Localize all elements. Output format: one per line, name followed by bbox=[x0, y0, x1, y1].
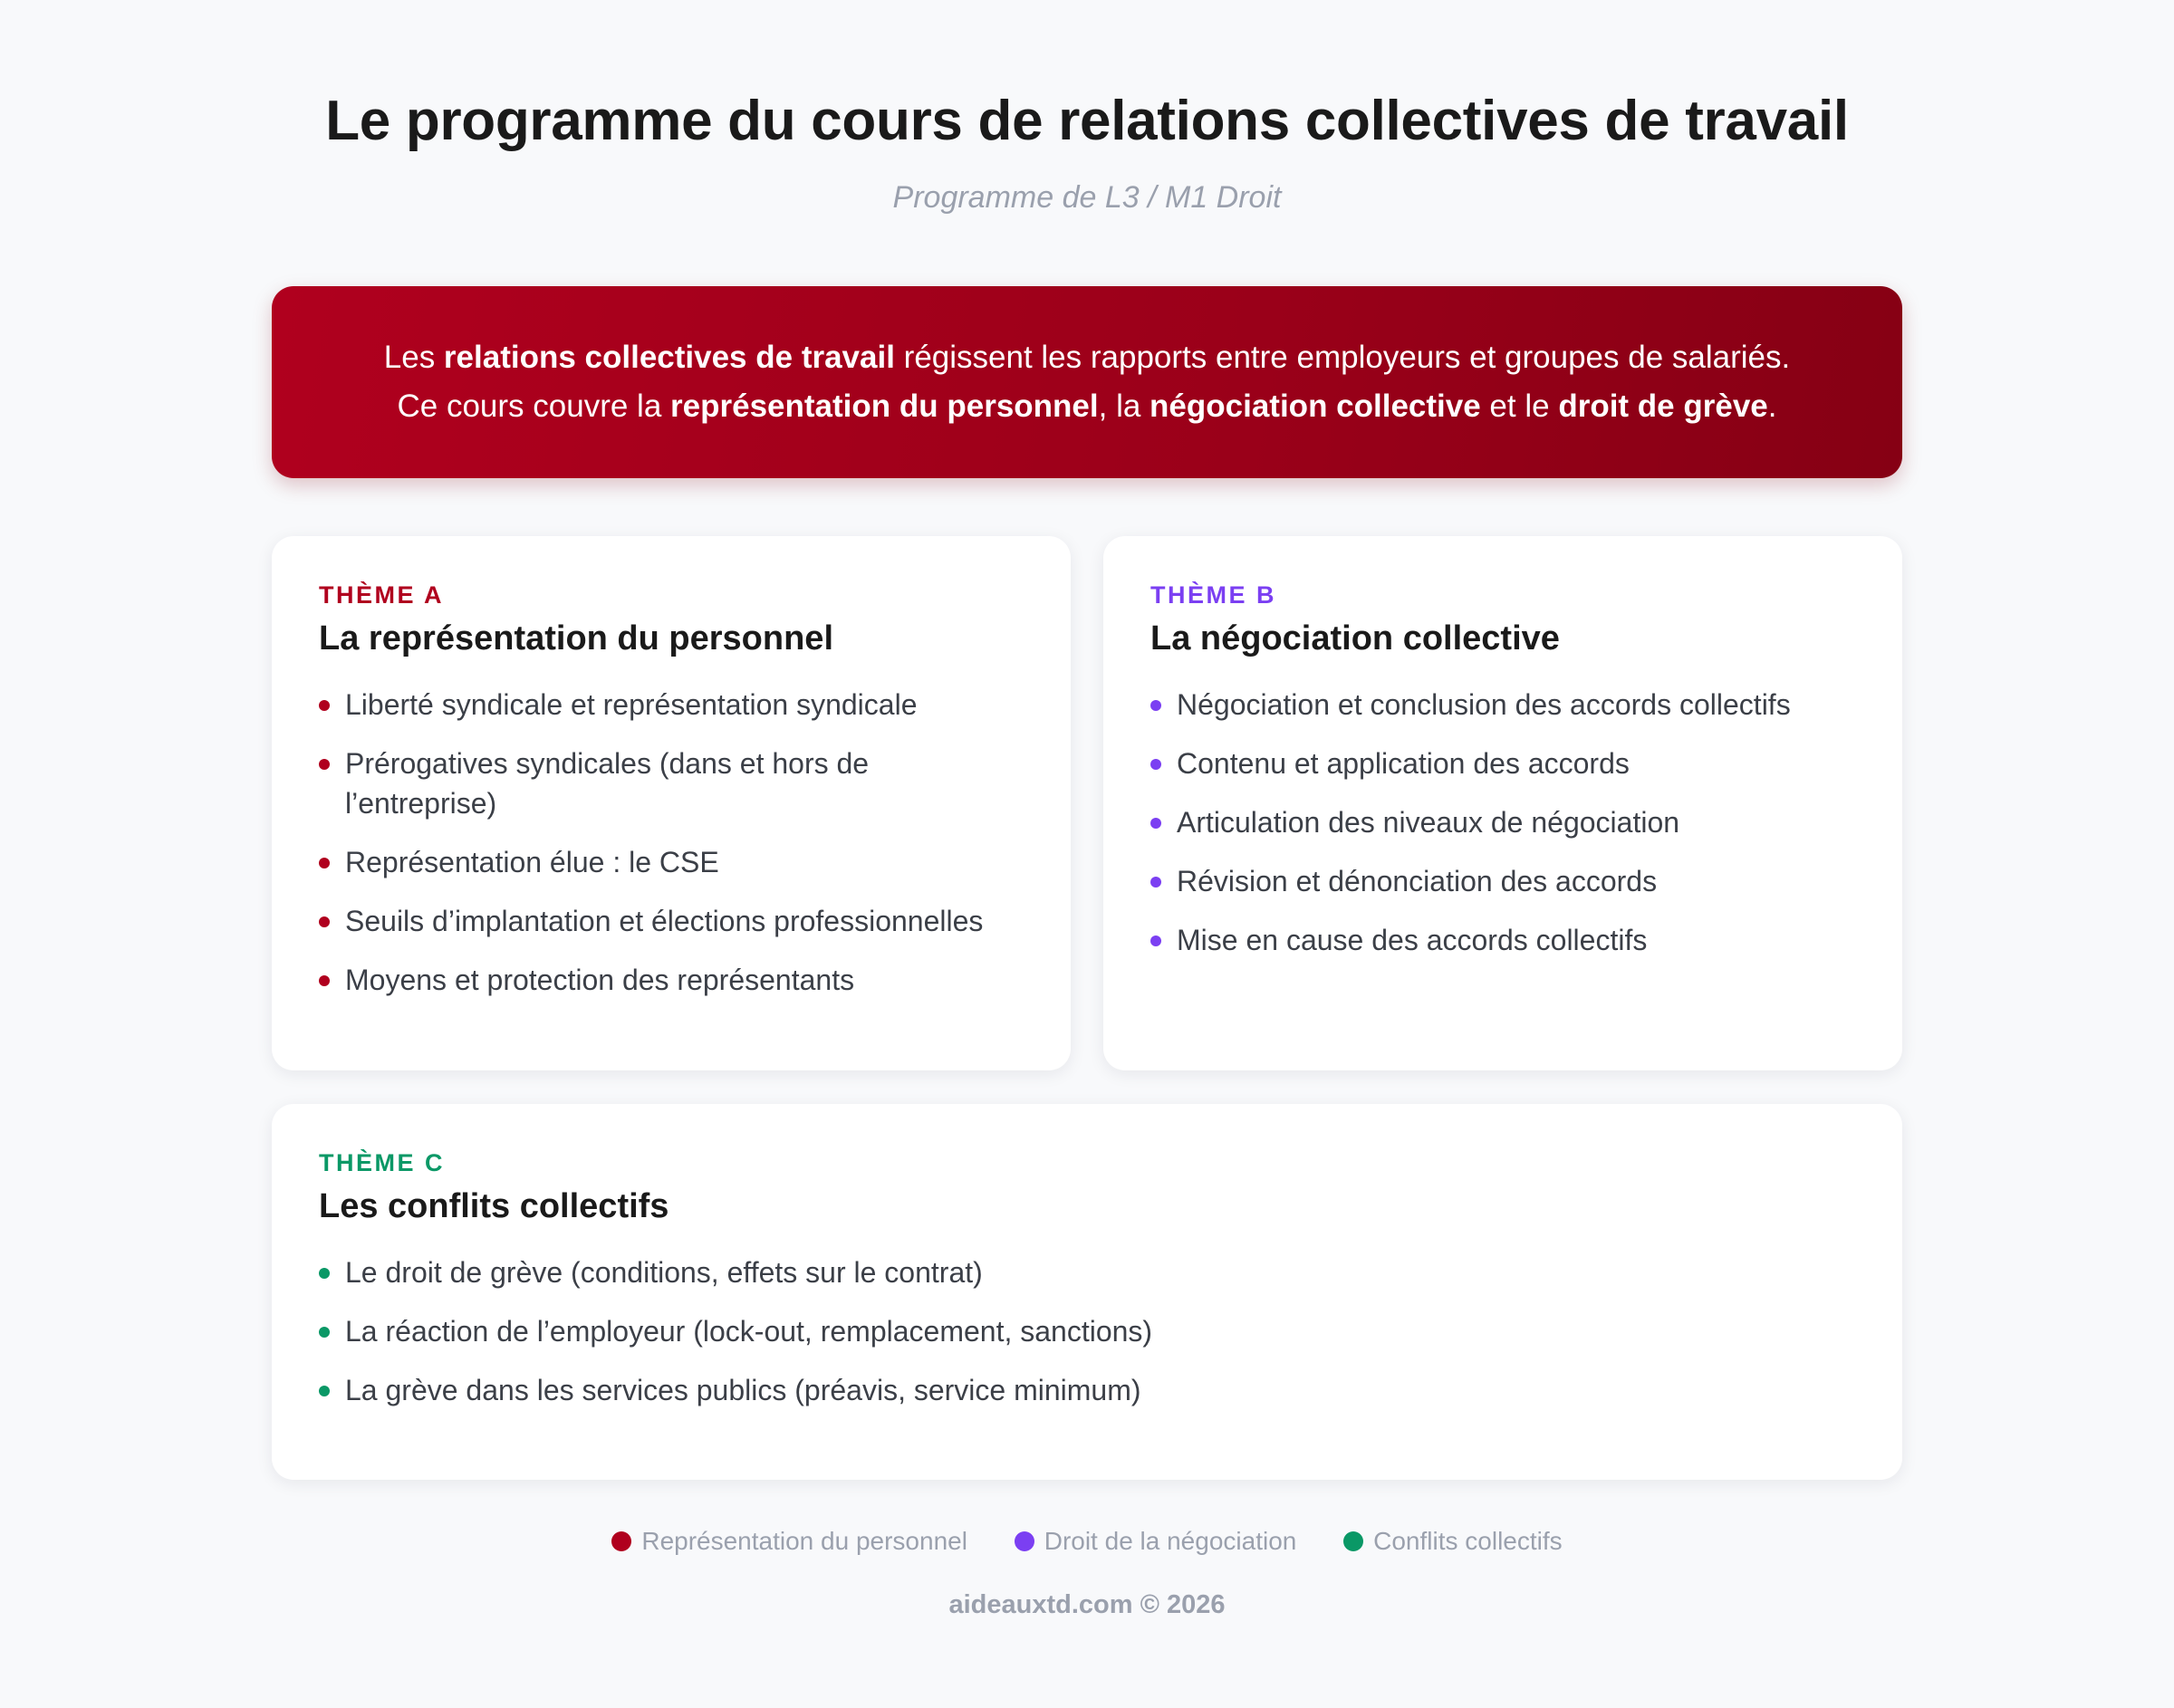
list-item bbox=[319, 685, 1024, 724]
footer-credit: aideauxtd.com © 2026 bbox=[948, 1590, 1226, 1619]
list-item bbox=[319, 744, 1024, 823]
legend-item bbox=[611, 1525, 967, 1558]
list-item bbox=[1150, 685, 1855, 724]
bullet-dot-icon bbox=[319, 1268, 330, 1279]
list-item-text: Contenu et application des accords bbox=[1177, 747, 1630, 780]
bullet-dot-icon bbox=[319, 759, 330, 770]
list-item-text: Mise en cause des accords collectifs bbox=[1177, 924, 1648, 956]
legend-item bbox=[1343, 1525, 1563, 1558]
page-title: Le programme du cours de relations collectives de travail bbox=[325, 90, 1849, 152]
legend-item bbox=[1015, 1525, 1297, 1558]
bullet-dot-icon bbox=[319, 858, 330, 868]
list-item-text: Moyens et protection des représentants bbox=[345, 964, 855, 996]
theme-title: Les conflits collectifs bbox=[319, 1187, 669, 1225]
theme-item-list bbox=[1150, 685, 1855, 960]
legend-dot-icon bbox=[1015, 1531, 1034, 1551]
list-item bbox=[1150, 744, 1855, 783]
legend-label: Représentation du personnel bbox=[641, 1526, 967, 1555]
list-item-text: Articulation des niveaux de négociation bbox=[1177, 806, 1680, 839]
list-item bbox=[319, 1370, 1855, 1410]
list-item bbox=[1150, 920, 1855, 960]
intro-text: et le bbox=[1480, 389, 1559, 424]
legend bbox=[272, 1523, 1902, 1558]
intro-line-2 bbox=[272, 382, 1902, 431]
theme-card-c bbox=[272, 1104, 1902, 1480]
theme-card-b bbox=[1103, 536, 1902, 1070]
bullet-dot-icon bbox=[319, 700, 330, 711]
list-item-text: Représentation élue : le CSE bbox=[345, 846, 719, 878]
list-item bbox=[319, 1252, 1855, 1292]
list-item bbox=[1150, 802, 1855, 842]
bullet-dot-icon bbox=[319, 1386, 330, 1396]
intro-banner bbox=[272, 286, 1902, 478]
intro-text: , la bbox=[1098, 389, 1150, 424]
list-item bbox=[319, 842, 1024, 882]
theme-item-list bbox=[319, 685, 1024, 1000]
bullet-dot-icon bbox=[319, 975, 330, 986]
theme-label: THÈME C bbox=[319, 1149, 445, 1176]
theme-card-a bbox=[272, 536, 1071, 1070]
intro-highlight: relations collectives de travail bbox=[443, 340, 895, 375]
intro-highlight: négociation collective bbox=[1150, 389, 1481, 424]
list-item-text: Prérogatives syndicales (dans et hors de l’entreprise) bbox=[345, 747, 870, 820]
list-item-text: Révision et dénonciation des accords bbox=[1177, 865, 1658, 897]
list-item-text: La réaction de l’employeur (lock-out, remplacement, sanctions) bbox=[345, 1315, 1153, 1348]
theme-title: La représentation du personnel bbox=[319, 619, 833, 657]
list-item-text: La grève dans les services publics (préavis, service minimum) bbox=[345, 1374, 1141, 1406]
legend-label: Droit de la négociation bbox=[1044, 1526, 1297, 1555]
legend-dot-icon bbox=[611, 1531, 631, 1551]
list-item-text: Négociation et conclusion des accords collectifs bbox=[1177, 688, 1791, 721]
bullet-dot-icon bbox=[319, 916, 330, 927]
intro-highlight: représentation du personnel bbox=[670, 389, 1099, 424]
list-item-text: Liberté syndicale et représentation syndicale bbox=[345, 688, 918, 721]
list-item-text: Seuils d’implantation et élections professionnelles bbox=[345, 905, 984, 937]
bullet-dot-icon bbox=[1150, 936, 1161, 946]
legend-label: Conflits collectifs bbox=[1373, 1526, 1563, 1555]
intro-text: régissent les rapports entre employeurs et groupes de salariés. bbox=[894, 340, 1791, 375]
list-item bbox=[319, 901, 1024, 941]
intro-highlight: droit de grève bbox=[1558, 389, 1768, 424]
bullet-dot-icon bbox=[1150, 818, 1161, 829]
intro-line-1 bbox=[272, 333, 1902, 382]
theme-title: La négociation collective bbox=[1150, 619, 1560, 657]
theme-item-list bbox=[319, 1252, 1855, 1410]
bullet-dot-icon bbox=[319, 1327, 330, 1338]
bullet-dot-icon bbox=[1150, 700, 1161, 711]
bullet-dot-icon bbox=[1150, 759, 1161, 770]
legend-dot-icon bbox=[1343, 1531, 1363, 1551]
intro-text: Les bbox=[383, 340, 444, 375]
theme-label: THÈME A bbox=[319, 581, 444, 609]
intro-text: . bbox=[1767, 389, 1777, 424]
bullet-dot-icon bbox=[1150, 877, 1161, 888]
list-item bbox=[319, 960, 1024, 1000]
list-item-text: Le droit de grève (conditions, effets sur le contrat) bbox=[345, 1256, 983, 1289]
list-item bbox=[319, 1311, 1855, 1351]
list-item bbox=[1150, 861, 1855, 901]
theme-label: THÈME B bbox=[1150, 581, 1276, 609]
intro-text: Ce cours couvre la bbox=[397, 389, 671, 424]
page-subtitle: Programme de L3 / M1 Droit bbox=[892, 180, 1282, 215]
